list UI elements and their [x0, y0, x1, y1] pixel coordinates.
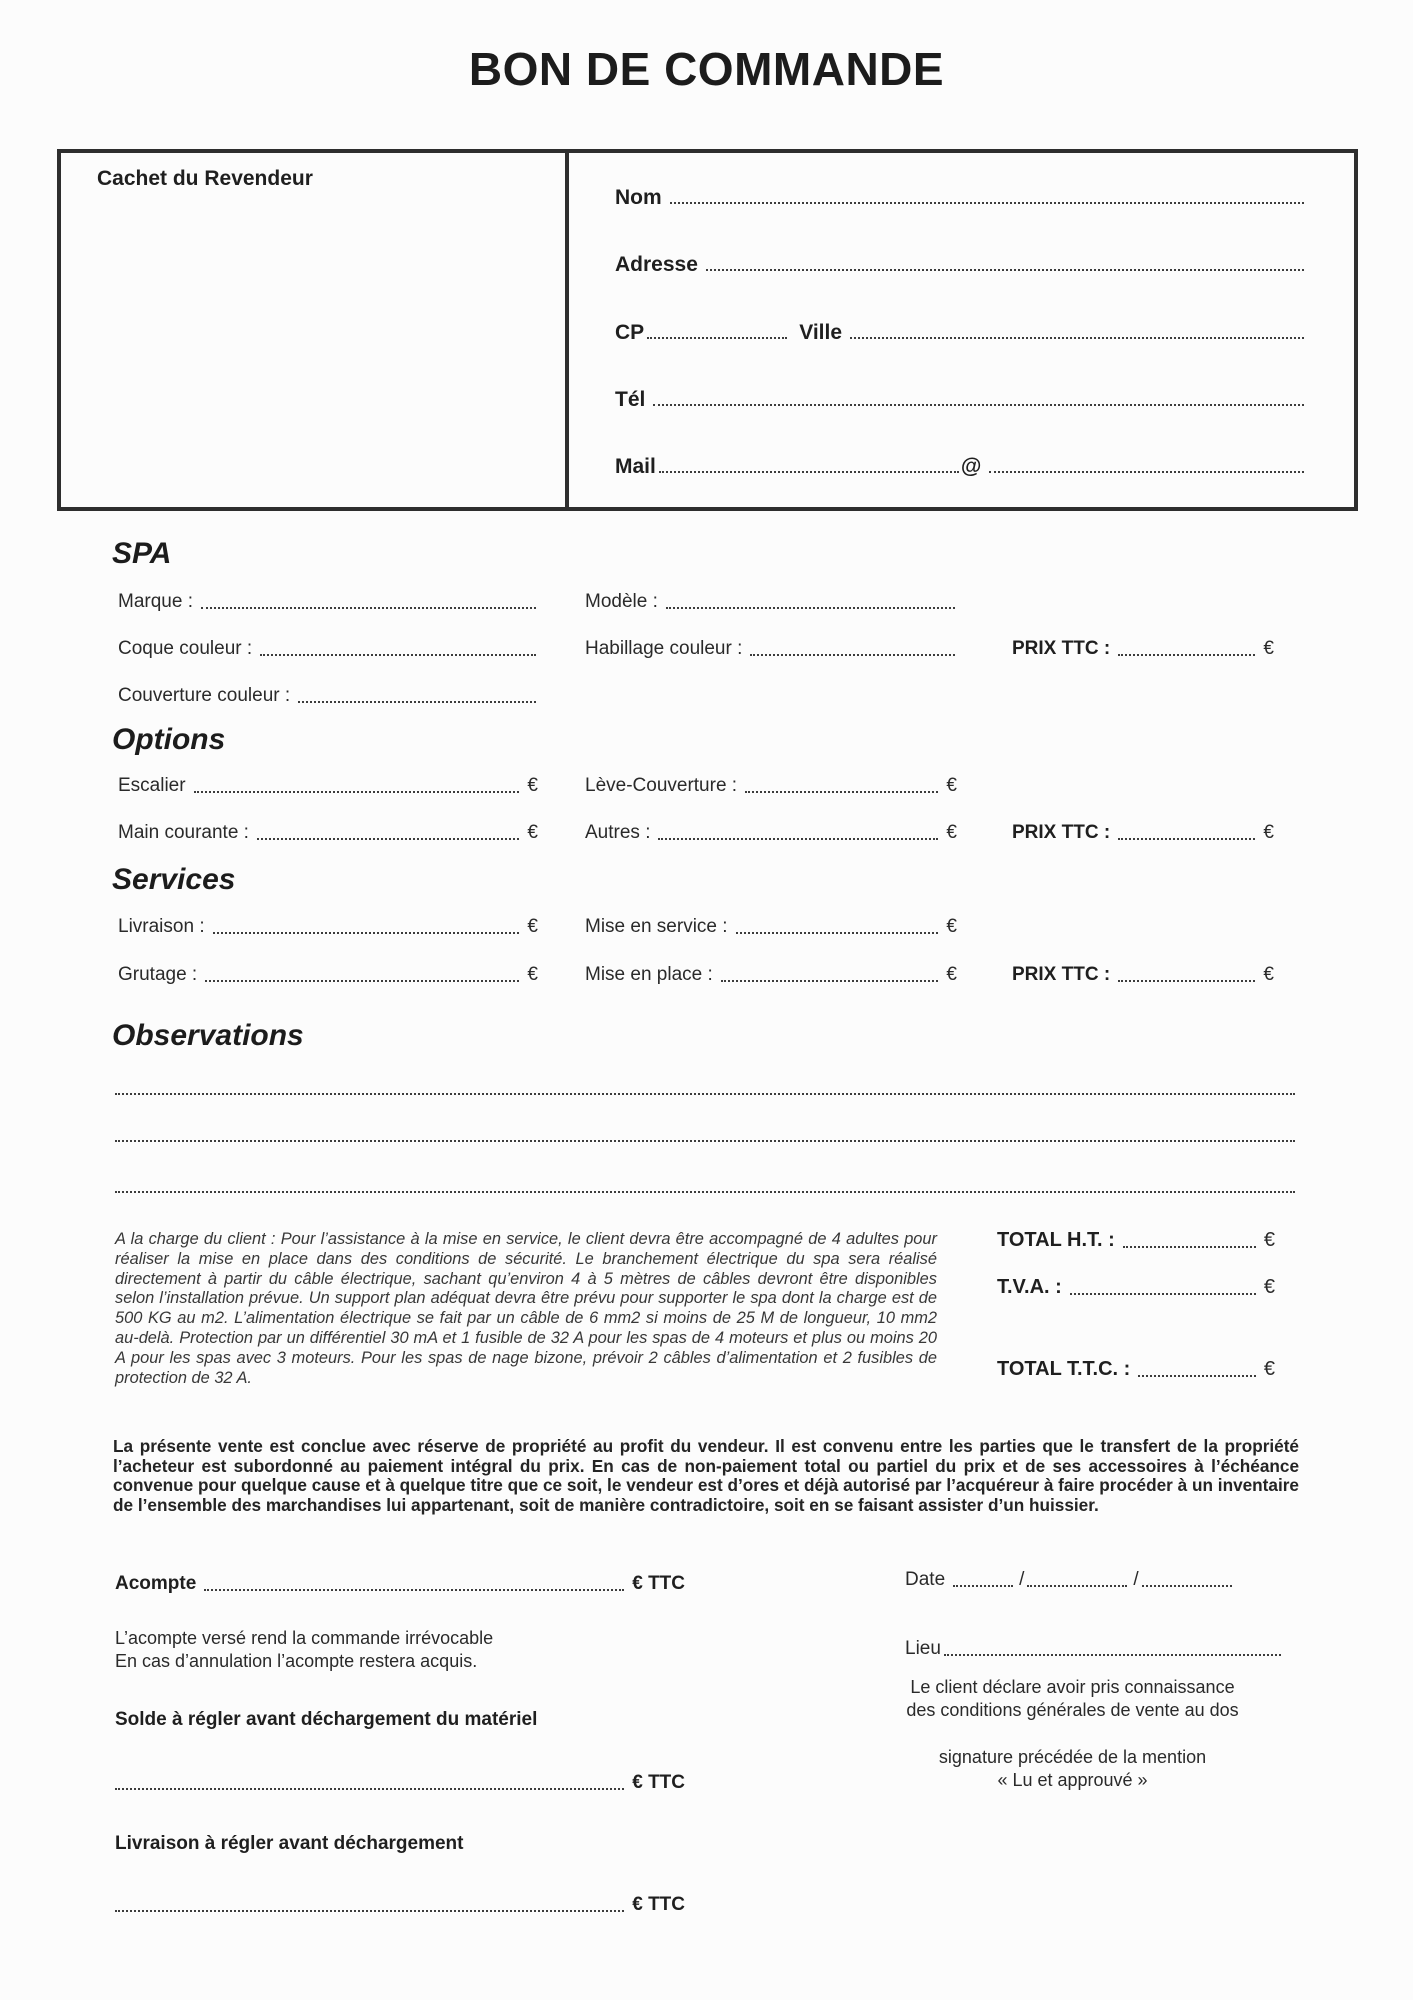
livraison-label: Livraison :: [118, 916, 205, 937]
page-title: BON DE COMMANDE: [468, 43, 945, 95]
ville-blank-field: [850, 337, 1304, 339]
field-row-mail: [615, 456, 1306, 477]
signature-mention: [850, 1746, 1295, 1792]
services-mise-en-service-line: [585, 916, 957, 938]
total-ht-line: [997, 1229, 1275, 1252]
tva-label: T.V.A. :: [997, 1276, 1062, 1298]
couverture-couleur-label: Couverture couleur :: [118, 685, 291, 706]
mise-en-place-blank-field: [721, 980, 939, 982]
client-declaration: [850, 1676, 1295, 1722]
grutage-euro: €: [527, 964, 538, 985]
modele-label: Modèle :: [585, 591, 658, 612]
grutage-blank-field: [205, 980, 519, 982]
total-ht-euro: €: [1263, 1229, 1275, 1251]
tva-blank-field: [1070, 1293, 1256, 1295]
livraison-reglement-label: Livraison à régler avant déchargement: [115, 1833, 464, 1854]
date-slash-1: /: [1019, 1569, 1025, 1590]
signature-mention-line-2: « Lu et approuvé »: [997, 1770, 1148, 1790]
services-prix-ttc-blank-field: [1118, 980, 1255, 982]
ville-label: Ville: [799, 320, 842, 344]
dealer-stamp-label: Cachet du Revendeur: [97, 167, 313, 190]
nom-label: Nom: [615, 186, 662, 209]
options-prix-ttc-blank-field: [1118, 838, 1255, 840]
total-ht-label: TOTAL H.T. :: [997, 1229, 1115, 1251]
habillage-couleur-label: Habillage couleur :: [585, 638, 743, 659]
livraison-euro: €: [527, 916, 538, 937]
spa-coque-line: [118, 638, 538, 660]
spa-modele-line: [585, 591, 957, 613]
date-label: Date: [905, 1569, 946, 1590]
autres-euro: €: [946, 822, 957, 843]
spa-couverture-line: [118, 685, 538, 707]
dealer-stamp-area: [61, 153, 569, 507]
options-autres-line: [585, 822, 957, 844]
mail-domain-blank-field: [989, 471, 1304, 473]
acompte-note-2: En cas d’annulation l’acompte restera acquis.: [115, 1651, 478, 1671]
customer-fields: [569, 153, 1354, 507]
tva-line: [997, 1276, 1275, 1299]
spa-prix-ttc-line: [1012, 638, 1274, 660]
livraison-eur-ttc: € TTC: [632, 1894, 685, 1915]
livraison-blank-field: [213, 932, 520, 934]
autres-label: Autres :: [585, 822, 651, 843]
grutage-label: Grutage :: [118, 964, 198, 985]
date-month-blank-field: [1027, 1585, 1127, 1587]
adresse-blank-field: [706, 269, 1304, 271]
main-courante-blank-field: [257, 838, 519, 840]
leve-couverture-blank-field: [745, 791, 938, 793]
livraison-reglement-label-line: [115, 1833, 463, 1855]
total-ttc-label: TOTAL T.T.C. :: [997, 1358, 1131, 1380]
observations-blank-line-3: [115, 1191, 1295, 1193]
leve-couverture-euro: €: [946, 775, 957, 796]
services-prix-ttc-label: PRIX TTC :: [1012, 964, 1111, 985]
livraison-amount-line: [115, 1894, 685, 1916]
spa-prix-ttc-blank-field: [1118, 654, 1255, 656]
main-courante-label: Main courante :: [118, 822, 249, 843]
solde-blank-field: [115, 1788, 624, 1790]
total-ttc-line: [997, 1358, 1275, 1381]
coque-couleur-blank-field: [260, 654, 536, 656]
spa-prix-ttc-euro: €: [1263, 638, 1274, 659]
spa-section-heading: SPA: [112, 537, 172, 570]
acompte-blank-field: [204, 1589, 624, 1591]
acompte-label: Acompte: [115, 1573, 197, 1594]
mise-en-service-label: Mise en service :: [585, 916, 728, 937]
escalier-label: Escalier: [118, 775, 186, 796]
total-ttc-euro: €: [1263, 1358, 1275, 1380]
habillage-couleur-blank-field: [750, 654, 955, 656]
services-section-heading: Services: [112, 863, 236, 896]
acompte-note-line-1: [115, 1628, 493, 1649]
field-row-cp-ville: [615, 322, 1306, 343]
mise-en-service-euro: €: [946, 916, 957, 937]
options-escalier-line: [118, 775, 538, 797]
lieu-label: Lieu: [905, 1638, 941, 1659]
acompte-line: [115, 1573, 685, 1595]
cp-label: CP: [615, 320, 645, 344]
options-prix-ttc-euro: €: [1263, 822, 1274, 843]
cp-blank-field: [647, 337, 787, 339]
options-section-heading: Options: [112, 723, 226, 756]
total-ht-blank-field: [1123, 1246, 1256, 1248]
options-prix-ttc-label: PRIX TTC :: [1012, 822, 1111, 843]
autres-blank-field: [658, 838, 938, 840]
acompte-note-1: L’acompte versé rend la commande irrévocable: [115, 1628, 494, 1648]
services-grutage-line: [118, 964, 538, 986]
solde-label: Solde à régler avant déchargement du matériel: [115, 1709, 538, 1730]
services-prix-ttc-line: [1012, 964, 1274, 986]
client-declaration-line-2: des conditions générales de vente au dos: [906, 1700, 1239, 1720]
observations-section-heading: Observations: [112, 1019, 304, 1052]
services-livraison-line: [118, 916, 538, 938]
field-row-tel: [615, 389, 1306, 410]
options-main-courante-line: [118, 822, 538, 844]
date-slash-2: /: [1133, 1569, 1139, 1590]
field-row-nom: [615, 187, 1306, 208]
client-declaration-line-1: Le client déclare avoir pris connaissance: [910, 1677, 1235, 1697]
tel-blank-field: [653, 404, 1304, 406]
services-mise-en-place-line: [585, 964, 957, 986]
coque-couleur-label: Coque couleur :: [118, 638, 253, 659]
spa-prix-ttc-label: PRIX TTC :: [1012, 638, 1111, 659]
tel-label: Tél: [615, 387, 646, 411]
nom-blank-field: [670, 202, 1304, 204]
solde-amount-line: [115, 1772, 685, 1794]
solde-eur-ttc: € TTC: [632, 1772, 685, 1793]
date-day-blank-field: [953, 1585, 1013, 1587]
acompte-eur-ttc: € TTC: [632, 1573, 685, 1594]
options-leve-couverture-line: [585, 775, 957, 797]
modele-blank-field: [666, 607, 955, 609]
mise-en-place-euro: €: [946, 964, 957, 985]
livraison-blank-field: [115, 1910, 624, 1912]
spa-marque-line: [118, 591, 538, 613]
mail-label: Mail: [615, 455, 656, 478]
total-ttc-blank-field: [1138, 1375, 1256, 1377]
main-courante-euro: €: [527, 822, 538, 843]
retention-of-title-clause: La présente vente est conclue avec réserve de propriété au profit du vendeur. Il est convenu entre les parties que le transfert de la propriété l’acheteur est subordonné au paiement intégral du prix. En cas de non-paiement total ou partiel du prix et de ses accessoires à l’échéance convenue pour quelque cause et à quelque titre que ce soit, le vendeur est d’ores et déjà autorisé par l’acquéreur à faire procéder à un inventaire de l’ensemble des marchandises lui appartenant, soit de manière contradictoire, soit en se faisant assister d’un huissier.: [113, 1436, 1299, 1515]
mise-en-service-blank-field: [736, 932, 939, 934]
date-line: [905, 1569, 1235, 1591]
observations-blank-line-2: [115, 1140, 1295, 1142]
escalier-euro: €: [527, 775, 538, 796]
client-charge-notice: A la charge du client : Pour l’assistance à la mise en service, le client devra être accompagné de 4 adultes pour réaliser la mise en place dans des conditions de sécurité. Le branchement électrique du spa sera réalisé directement à partir du câble électrique, sachant qu’environ 4 à 5 mètres de câbles devront être disponibles selon l’installation prévue. Un support plan adéquat devra être prévu pour supporter le spa dont la charge est de 500 KG au m2. L’alimentation électrique se fait par un câble de 6 mm2 si moins de 25 M de longueur, 10 mm2 au-delà. Protection par un différentiel 30 mA et 1 fusible de 32 A pour les spas de 4 moteurs et plus ou moins 20 A pour les spas avec 3 moteurs. Pour les spas de nage bizone, prévoir 2 câbles d’alimentation et 2 fusibles de protection de 32 A.: [115, 1230, 937, 1387]
services-prix-ttc-euro: €: [1263, 964, 1274, 985]
dealer-customer-box: [57, 149, 1358, 511]
lieu-blank-field: [944, 1654, 1281, 1656]
field-row-adresse: [615, 254, 1306, 275]
date-year-blank-field: [1142, 1585, 1232, 1587]
observations-blank-line-1: [115, 1093, 1295, 1095]
mail-local-blank-field: [659, 471, 959, 473]
mise-en-place-label: Mise en place :: [585, 964, 713, 985]
lieu-line: [905, 1638, 1283, 1660]
escalier-blank-field: [194, 791, 520, 793]
options-prix-ttc-line: [1012, 822, 1274, 844]
at-sign: @: [960, 455, 982, 478]
signature-mention-line-1: signature précédée de la mention: [938, 1747, 1207, 1767]
adresse-label: Adresse: [615, 253, 698, 277]
acompte-note-line-2: [115, 1651, 477, 1672]
marque-label: Marque :: [118, 591, 193, 612]
tva-euro: €: [1263, 1276, 1275, 1298]
leve-couverture-label: Lève-Couverture :: [585, 775, 738, 796]
solde-label-line: [115, 1709, 537, 1731]
couverture-couleur-blank-field: [298, 701, 536, 703]
spa-habillage-line: [585, 638, 957, 660]
marque-blank-field: [201, 607, 536, 609]
